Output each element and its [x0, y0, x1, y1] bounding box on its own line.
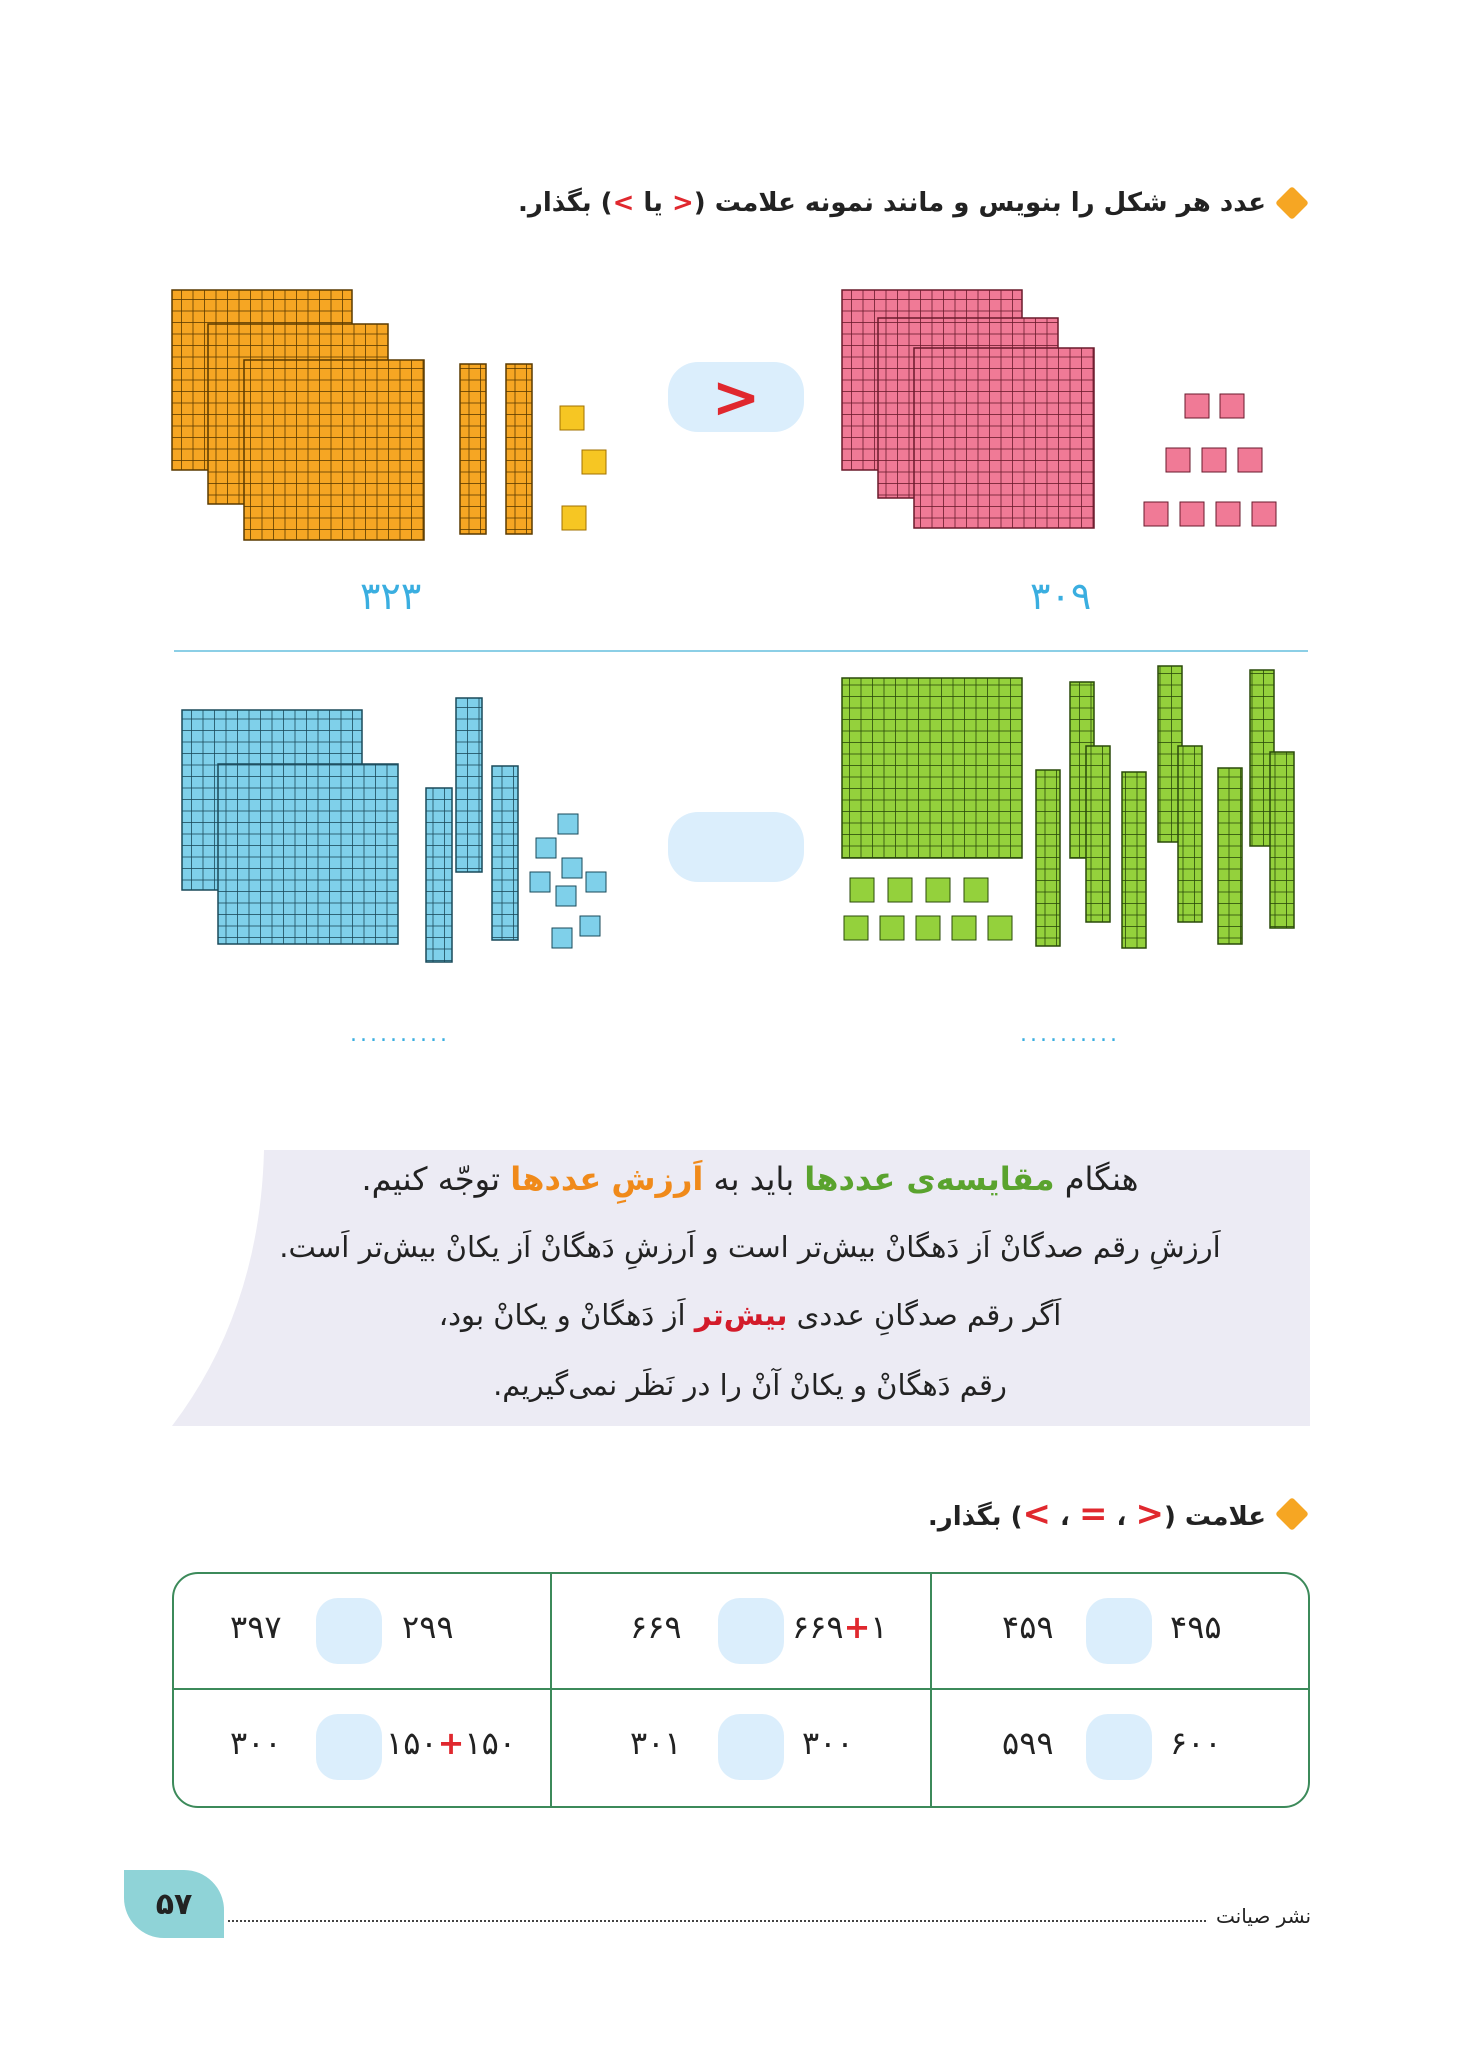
publisher-name: نشر صیانت — [1216, 1904, 1312, 1928]
answer-left-blank[interactable]: .......... — [350, 1022, 450, 1047]
cell-r1c1-left: ۴۵۹ — [1002, 1608, 1054, 1646]
pink-base-ten-blocks — [840, 288, 1310, 548]
example-sign-oval — [668, 362, 804, 432]
answer-right-blank[interactable]: .......... — [1020, 1022, 1120, 1047]
diamond-bullet-icon — [1275, 186, 1309, 220]
note-line-1: هنگام مقایسه‌ی عددها باید به اَرزشِ عددها توجّه کنیم. — [361, 1160, 1139, 1198]
footer-dotted-line — [228, 1918, 1206, 1922]
note-box — [200, 1150, 1300, 1426]
cell-r2c1-left: ۵۹۹ — [1002, 1724, 1054, 1762]
comparison-table — [172, 1572, 1310, 1808]
cell-r2c2-answer[interactable] — [718, 1714, 784, 1780]
table-column-divider — [930, 1574, 932, 1806]
page-number: ۵۷ — [124, 1870, 224, 1938]
cell-r2c1-right: ۶۰۰ — [1170, 1724, 1222, 1762]
note-line-4: رقم دَهگانْ و یکانْ آنْ را در نَظَر نمی‌گیریم. — [493, 1368, 1007, 1402]
exercise1-header — [518, 188, 1304, 218]
example-right-number: ۳۰۹ — [1030, 574, 1092, 618]
cell-r2c2-left: ۳۰۱ — [630, 1724, 682, 1762]
cell-r1c3-left: ۳۹۷ — [230, 1608, 282, 1646]
table-row-divider — [174, 1688, 1308, 1690]
exercise2-header — [928, 1494, 1304, 1534]
note-line-3: اَگر رقم صدگانِ عددی بیش‌تر اَز دَهگانْ و یکانْ بود، — [438, 1298, 1062, 1332]
exercise1-instruction: عدد هر شکل را بنویس و مانند نمونه علامت (< یا >) بگذار. — [517, 188, 1266, 218]
answer-sign-oval[interactable] — [668, 812, 804, 882]
cell-r1c2-answer[interactable] — [718, 1598, 784, 1664]
cell-r1c2-left: ۶۶۹ — [630, 1608, 682, 1646]
section-divider — [174, 650, 1308, 652]
cell-r2c3-answer[interactable] — [316, 1714, 382, 1780]
cell-r2c3-right: ۱۵۰+۱۵۰ — [386, 1724, 516, 1762]
cell-r2c2-right: ۳۰۰ — [802, 1724, 854, 1762]
cell-r1c1-right: ۴۹۵ — [1170, 1608, 1222, 1646]
cell-r1c3-answer[interactable] — [316, 1598, 382, 1664]
example-left-number: ۳۲۳ — [360, 574, 422, 618]
note-line-2: اَرزشِ رقم صدگانْ اَز دَهگانْ بیش‌تر است و اَرزشِ دَهگانْ اَز یکانْ بیش‌تر اَست. — [279, 1230, 1221, 1264]
greater-than-sign: > — [711, 363, 761, 431]
cell-r1c3-right: ۲۹۹ — [402, 1608, 454, 1646]
table-column-divider — [550, 1574, 552, 1806]
exercise2-instruction: علامت (< ، = ، >) بگذار. — [927, 1494, 1266, 1534]
diamond-bullet-icon — [1275, 1497, 1309, 1531]
blue-base-ten-blocks — [180, 696, 620, 972]
orange-base-ten-blocks — [170, 288, 630, 548]
cell-r2c3-left: ۳۰۰ — [230, 1724, 282, 1762]
green-base-ten-blocks — [838, 662, 1318, 962]
cell-r1c1-answer[interactable] — [1086, 1598, 1152, 1664]
cell-r1c2-right: ۶۶۹+۱ — [792, 1608, 888, 1646]
cell-r2c1-answer[interactable] — [1086, 1714, 1152, 1780]
